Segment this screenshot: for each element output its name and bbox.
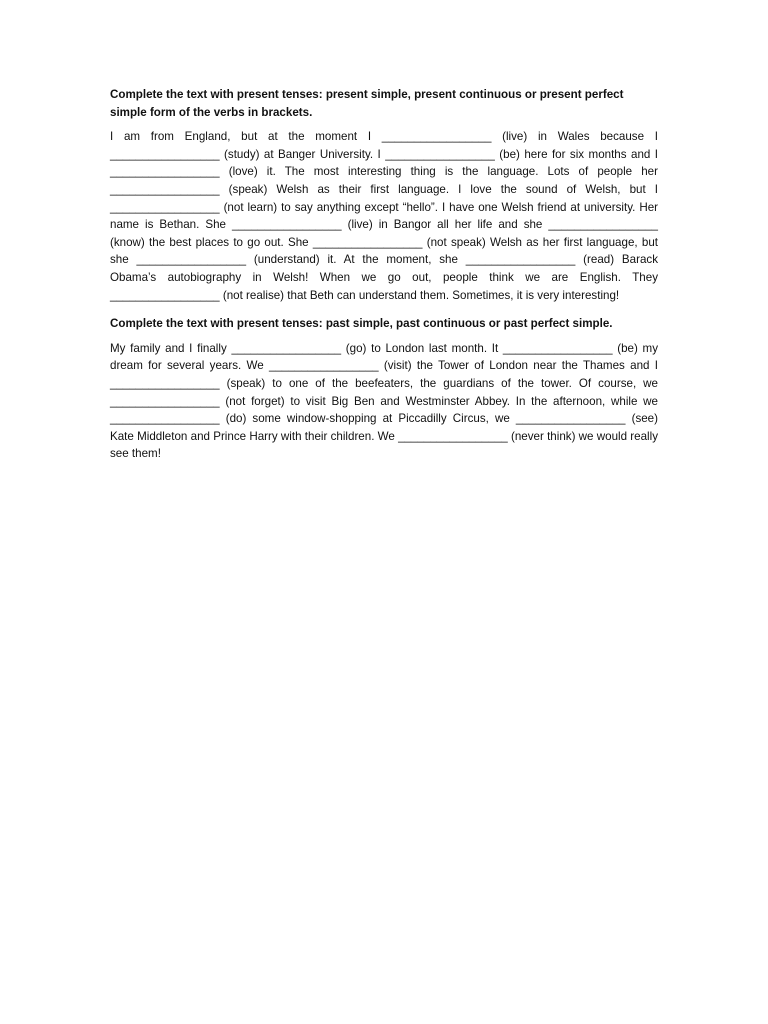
exercise-paragraph-1: I am from England, but at the moment I _________________ (live) in Wales because I _________________ (study) at Banger University. I _________________ (be) here for six months and I _________________ (love) it. The most interesting thing is the language. Lots of people her _________________ (speak) Welsh as their first language. I love the sound of Welsh, but I _________________ (not learn) to say anything except “hello”. I have one Welsh friend at university. Her name is Bethan. She _________________ (live) in Bangor all her life and she _________________ (know) the best places to go out. She _________________ (not speak) Welsh as her first language, but she _________________ (understand) it. At the moment, she _________________ (read) Barack Obama’s autobiography in Welsh! When we go out, people think we are English. They _________________ (not realise) that Beth can understand them. Sometimes, it is very interesting!	[110, 130, 658, 302]
worksheet-page	[110, 86, 658, 474]
instruction-1: Complete the text with present tenses: present simple, present continuous or present perfect simple form of the verbs in brackets.	[110, 88, 624, 119]
exercise-paragraph-2: My family and I finally _________________ (go) to London last month. It _________________ (be) my dream for several years. We _________________ (visit) the Tower of London near the Thames and I _________________ (speak) to one of the beefeaters, the guardians of the tower. Of course, we _________________ (not forget) to visit Big Ben and Westminster Abbey. In the afternoon, while we _________________ (do) some window-shopping at Piccadilly Circus, we _________________ (see) Kate Middleton and Prince Harry with their children. We _________________ (never think) we would really see them!	[110, 341, 658, 461]
instruction-2: Complete the text with present tenses: past simple, past continuous or past perfect simple.	[110, 317, 613, 331]
